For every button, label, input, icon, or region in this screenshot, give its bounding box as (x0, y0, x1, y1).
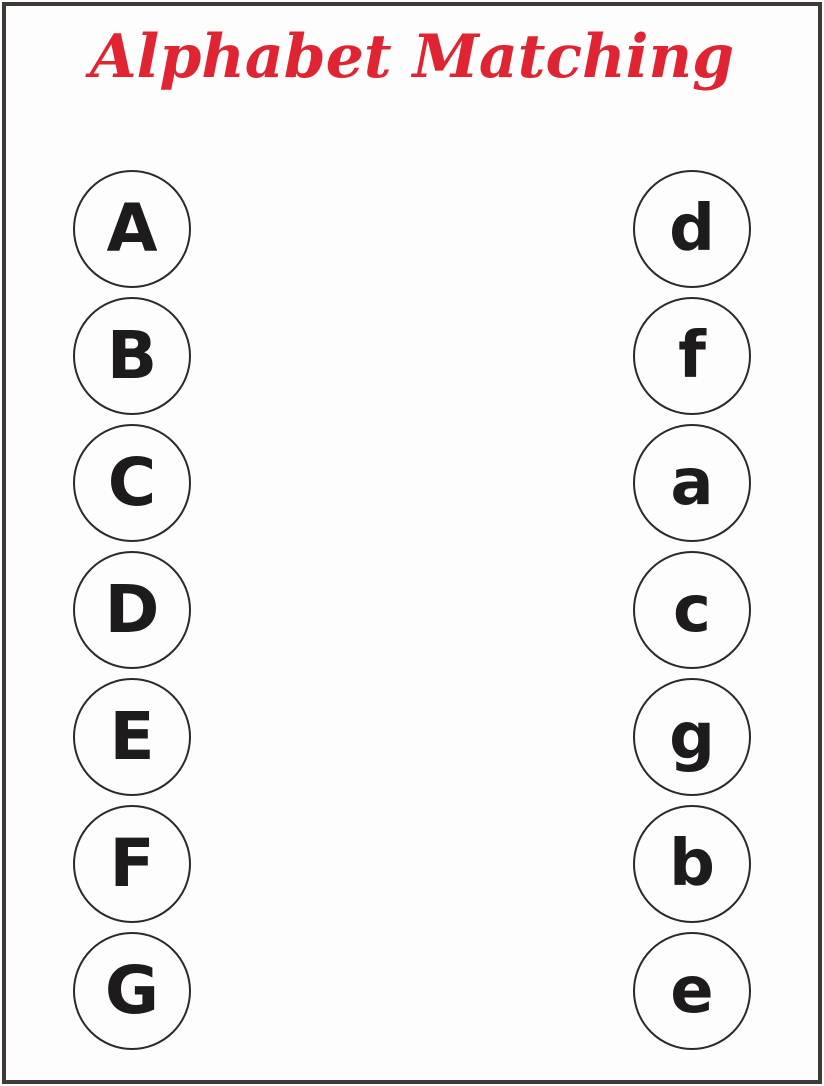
uppercase-circle-2[interactable] (73, 297, 191, 415)
uppercase-letter: E (109, 698, 155, 775)
uppercase-circle-3[interactable] (73, 424, 191, 542)
worksheet-title: Alphabet Matching (89, 22, 735, 92)
uppercase-letter: F (109, 825, 155, 902)
uppercase-letter: B (106, 317, 158, 394)
lowercase-circle-3[interactable] (633, 424, 751, 542)
uppercase-circle-7[interactable] (73, 932, 191, 1050)
lowercase-letter: g (669, 700, 715, 774)
uppercase-circle-1[interactable] (73, 170, 191, 288)
uppercase-circle-5[interactable] (73, 678, 191, 796)
lowercase-circle-5[interactable] (633, 678, 751, 796)
uppercase-letter: D (104, 571, 160, 648)
lowercase-circle-4[interactable] (633, 551, 751, 669)
lowercase-letter: e (670, 954, 714, 1028)
lowercase-letter: a (670, 446, 714, 520)
lowercase-circle-6[interactable] (633, 805, 751, 923)
lowercase-circle-2[interactable] (633, 297, 751, 415)
lowercase-circle-1[interactable] (633, 170, 751, 288)
uppercase-letter: G (104, 952, 160, 1029)
lowercase-letter: f (678, 319, 706, 393)
lowercase-letter: b (669, 827, 715, 901)
uppercase-letter-column (73, 170, 191, 1050)
uppercase-letter: A (106, 190, 158, 267)
lowercase-letter: c (673, 573, 711, 647)
uppercase-circle-4[interactable] (73, 551, 191, 669)
lowercase-letter-column (633, 170, 751, 1050)
lowercase-circle-7[interactable] (633, 932, 751, 1050)
uppercase-letter: C (107, 444, 157, 521)
lowercase-letter: d (669, 192, 715, 266)
uppercase-circle-6[interactable] (73, 805, 191, 923)
